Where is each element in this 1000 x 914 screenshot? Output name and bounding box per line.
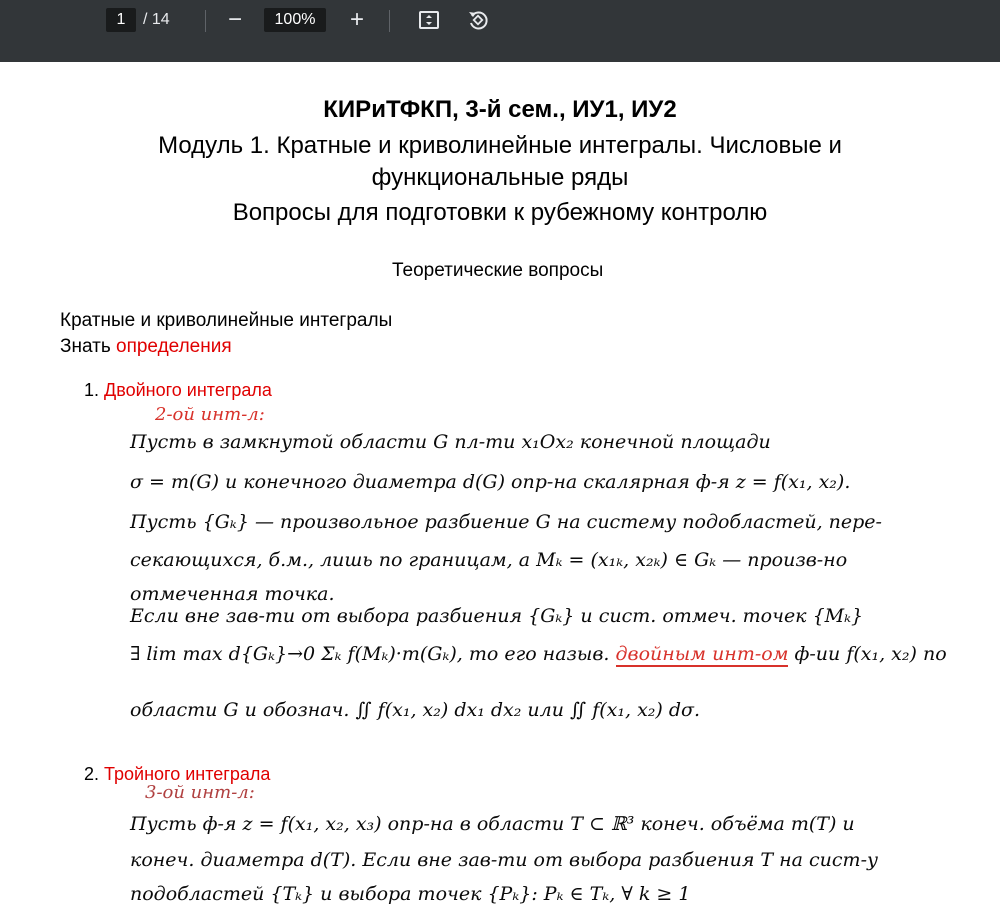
doc-title-line1: КИРиТФКП, 3-й сем., ИУ1, ИУ2 bbox=[323, 96, 677, 123]
topic-heading: Кратные и криволинейные интегралы bbox=[60, 310, 393, 331]
doc-title-line4: Вопросы для подготовки к рубежному контролю bbox=[232, 199, 768, 226]
zoom-level-input[interactable]: 100% bbox=[264, 8, 326, 32]
zoom-out-button[interactable] bbox=[220, 6, 250, 34]
handwritten-note-line: σ = m(G) и конечного диаметра d(G) опр-на скалярная ф-я z = f(x₁, x₂). bbox=[130, 471, 851, 493]
handwritten-note-line: Пусть {Gₖ} — произвольное разбиение G на систему подобластей, пере- bbox=[130, 511, 882, 533]
handwritten-note-line: Если вне зав-ти от выбора разбиения {Gₖ} и сист. отмеч. точек {Mₖ} bbox=[130, 605, 864, 627]
toolbar-divider bbox=[205, 10, 206, 32]
handwritten-note-header: 2-ой инт-л: bbox=[155, 404, 265, 425]
item-label: Тройного интеграла bbox=[104, 764, 271, 784]
fit-page-icon bbox=[417, 8, 441, 32]
toolbar-divider bbox=[389, 10, 390, 32]
rotate-icon bbox=[466, 8, 490, 32]
handwritten-note-header: 3-ой инт-л: bbox=[145, 782, 255, 803]
handwritten-note-line: Пусть в замкнутой области G пл-ти x₁Ox₂ конечной площади bbox=[130, 431, 771, 453]
handwritten-note-line: Пусть ф-я z = f(x₁, x₂, x₃) опр-на в области T ⊂ ℝ³ конеч. объёма m(T) и bbox=[130, 813, 855, 835]
know-prefix: Знать bbox=[60, 336, 116, 357]
page-total: / 14 bbox=[143, 11, 170, 28]
handwritten-note-line: конеч. диаметра d(T). Если вне зав-ти от выбора разбиения T на сист-у bbox=[130, 849, 879, 871]
section-heading: Теоретические вопросы bbox=[392, 260, 604, 281]
know-red-text: определения bbox=[116, 336, 232, 357]
item-label: Двойного интеграла bbox=[104, 380, 272, 400]
handwritten-note-line bbox=[130, 634, 947, 674]
document-page bbox=[0, 62, 1000, 908]
handwritten-note-line: подобластей {Tₖ} и выбора точек {Pₖ}: Pₖ ∈ Tₖ, ∀ k ≥ 1 bbox=[130, 883, 691, 905]
list-item bbox=[84, 380, 272, 401]
page-number-input[interactable]: 1 bbox=[106, 8, 136, 32]
zoom-out-icon: − bbox=[227, 6, 242, 33]
handwritten-limit-text: ∃ lim max d{Gₖ}→0 Σₖ f(Mₖ)·m(Gₖ), то его назыв. bbox=[130, 643, 610, 665]
doc-title-line2: Модуль 1. Кратные и криволинейные интегралы. Числовые и bbox=[158, 132, 842, 159]
item-number: 2. bbox=[84, 764, 100, 784]
handwritten-note-line: секающихся, б.м., лишь по границам, а Mₖ = (x₁ₖ, x₂ₖ) ∈ Gₖ — произв-но bbox=[130, 549, 848, 571]
item-number: 1. bbox=[84, 380, 100, 400]
handwritten-red-term: двойным инт-ом bbox=[615, 643, 789, 665]
zoom-in-button[interactable] bbox=[342, 6, 372, 34]
handwritten-after-term: ф-ии f(x₁, x₂) по bbox=[788, 643, 947, 665]
handwritten-note-line: отмеченная точка. bbox=[130, 583, 335, 605]
fit-page-button[interactable] bbox=[414, 6, 444, 34]
doc-title-line3: функциональные ряды bbox=[371, 164, 629, 191]
know-line bbox=[60, 336, 232, 358]
zoom-in-icon: + bbox=[349, 6, 364, 33]
pdf-toolbar bbox=[0, 0, 1000, 62]
rotate-button[interactable] bbox=[463, 6, 493, 34]
handwritten-note-line: области G и обознач. ∬ f(x₁, x₂) dx₁ dx₂ или ∬ f(x₁, x₂) dσ. bbox=[130, 699, 701, 721]
